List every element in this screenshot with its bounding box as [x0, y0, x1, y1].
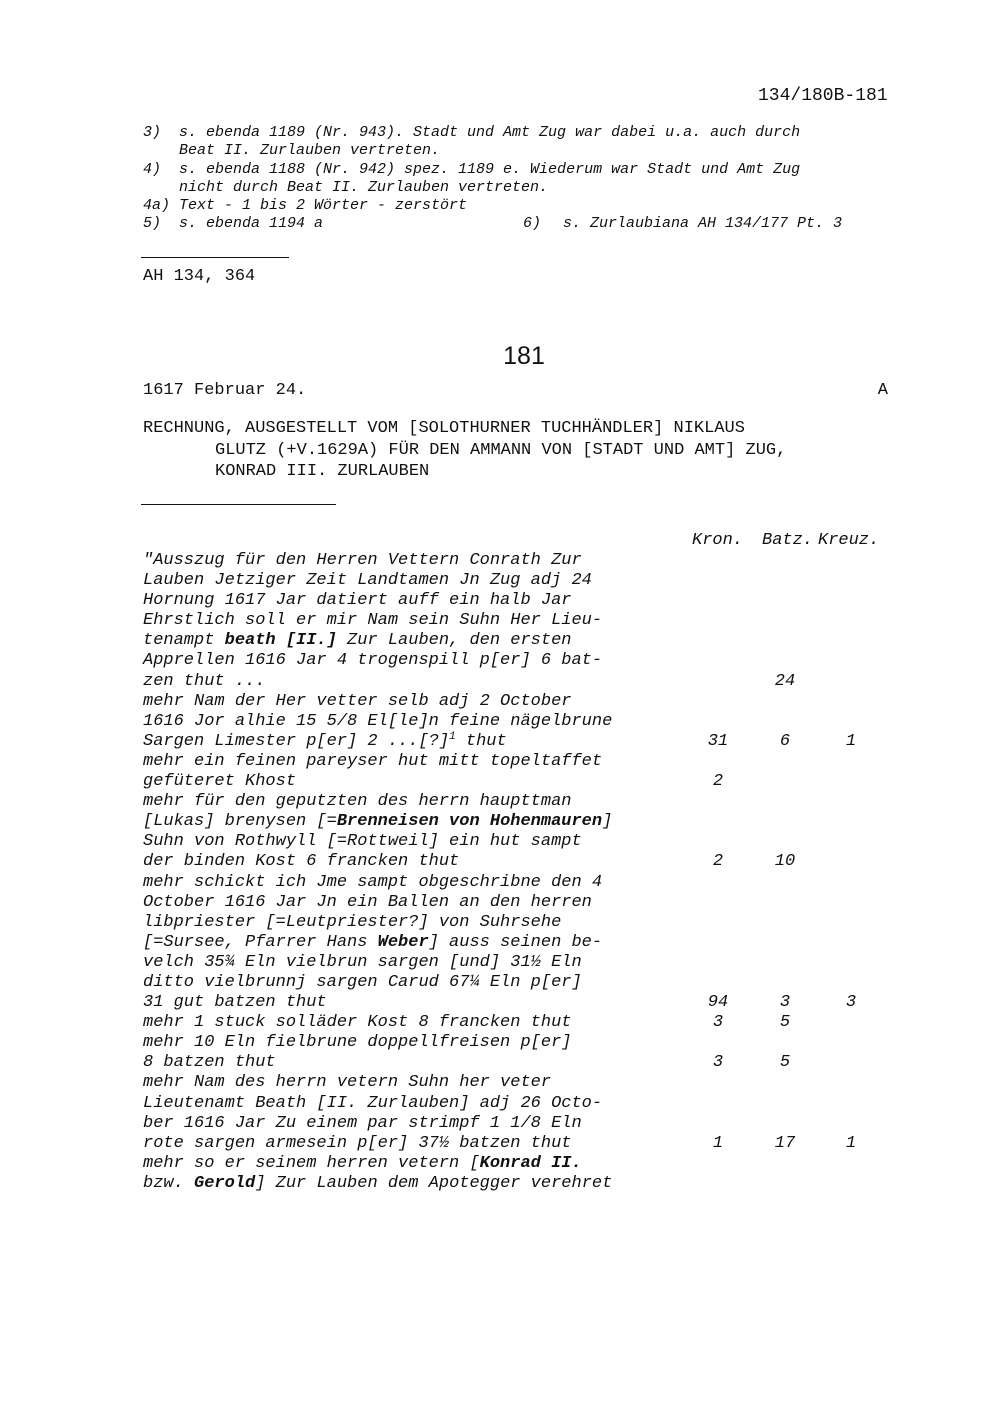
entry-row: [143, 712, 943, 732]
entry-text-part: Ehrstlich soll er mir Nam sein Suhn Her Lieu-: [143, 611, 603, 631]
emphasized-name: Weber: [377, 932, 429, 952]
entry-text-part: Zur Lauben, den ersten: [336, 631, 572, 651]
footnote-number: 4a): [143, 197, 171, 215]
entry-text: [143, 651, 602, 671]
entry-row: [143, 672, 943, 692]
entry-row: [143, 1053, 943, 1073]
entry-row: [143, 953, 943, 973]
column-header-batz: Batz.: [762, 531, 814, 550]
footnote-3: [143, 124, 903, 161]
document-title: [143, 418, 903, 483]
entry-text-part: 1616 Jor alhie 15 5/8 El[le]n feine nägelbrune: [143, 711, 613, 731]
date-line: [143, 381, 888, 400]
entry-row: [143, 651, 943, 671]
amount-kreuz: 1: [845, 1133, 857, 1153]
title-line: KONRAD III. ZURLAUBEN: [215, 462, 430, 481]
footnote-line: s. ebenda 1189 (Nr. 943). Stadt und Amt Zug war dabei u.a. auch durch: [179, 124, 801, 141]
entry-text: [143, 1013, 571, 1033]
entry-row: [143, 1073, 943, 1093]
entry-text-part: 8 batzen thut: [143, 1053, 276, 1073]
entry-row: [143, 551, 943, 571]
entry-text-part: ] Zur Lauben dem Apotegger verehret: [255, 1173, 613, 1193]
footnote-5: [143, 215, 523, 233]
footnote-line: s. ebenda 1194 a: [179, 215, 324, 233]
entry-text: [143, 571, 592, 591]
entry-text: [143, 692, 571, 712]
entry-text: [143, 1073, 551, 1093]
amount-batz: 5: [779, 1053, 791, 1073]
entry-text: [143, 672, 265, 692]
entry-text-part: Lauben Jetziger Zeit Landtamen Jn Zug adj 24: [143, 571, 592, 591]
entry-text-part: bzw.: [143, 1173, 195, 1193]
entry-text-part: mehr ein feinen pareyser hut mitt topeltaffet: [143, 751, 603, 771]
entry-text-part: rote sargen armesein p[er] 37½ batzen thut: [143, 1133, 572, 1153]
entry-text: [143, 551, 582, 571]
entry-text-part: ber 1616 Jar Zu einem par strimpf 1 1/8 Eln: [143, 1113, 582, 1133]
footnote-4: [143, 161, 903, 198]
entry-text-part: libpriester [=Leutpriester?] von Suhrsehe: [143, 912, 562, 932]
footnote-line: Text - 1 bis 2 Wörter - zerstört: [179, 197, 468, 215]
entry-row: [143, 631, 943, 651]
entry-row: [143, 611, 943, 631]
amount-batz: 24: [774, 671, 796, 691]
entry-row: [143, 973, 943, 993]
entry-row: [143, 1174, 943, 1194]
entry-text: [143, 812, 612, 832]
footnote-number: 3): [143, 124, 162, 141]
page-reference: 134/180B-181: [758, 86, 888, 106]
entry-text-part: Suhn von Rothwyll [=Rottweil] ein hut sampt: [143, 832, 582, 852]
entry-text-part: gefüteret Khost: [143, 772, 297, 792]
document-date: 1617 Februar 24.: [143, 381, 307, 400]
entry-text-part: mehr Nam des herrn vetern Suhn her veter: [143, 1073, 552, 1093]
amount-kron: 3: [712, 1013, 724, 1033]
entry-row: [143, 993, 943, 1013]
amount-kron: 94: [707, 993, 729, 1013]
entry-text: [143, 752, 602, 772]
entry-row: [143, 792, 943, 812]
entry-text-part: mehr schickt ich Jme sampt obgeschribne den 4: [143, 872, 603, 892]
footnote-number: 5): [143, 215, 162, 233]
footnote-line: nicht durch Beat II. Zurlauben vertreten.: [179, 178, 549, 196]
entry-row: [143, 933, 943, 953]
entry-text-part: mehr für den geputzten des herrn haupttman: [143, 792, 572, 812]
footnote-line: s. Zurlaubiana AH 134/177 Pt. 3: [563, 215, 843, 233]
amount-kron: 2: [712, 852, 724, 872]
entry-text: [143, 732, 507, 752]
entry-text-part: Lieutenamt Beath [II. Zurlauben] adj 26 Octo-: [143, 1093, 603, 1113]
entry-row: [143, 752, 943, 772]
entry-row: [143, 1094, 943, 1114]
amount-batz: 5: [779, 1013, 791, 1033]
entry-text-part: ]: [602, 812, 613, 832]
entry-text-part: mehr so er seinem herren vetern [: [143, 1153, 480, 1173]
entry-row: [143, 1154, 943, 1174]
entry-row: [143, 913, 943, 933]
emphasized-name: Gerold: [194, 1173, 256, 1193]
entry-text: [143, 1053, 276, 1073]
entry-text: [143, 1094, 602, 1114]
entry-row: [143, 852, 943, 872]
amount-kreuz: 3: [845, 993, 857, 1013]
footnotes: [143, 124, 903, 234]
entry-row: [143, 571, 943, 591]
entry-text: [143, 953, 582, 973]
entry-row: [143, 692, 943, 712]
footnote-marker: 1: [449, 730, 456, 743]
entry-row: [143, 1033, 943, 1053]
footnote-4a: [143, 197, 903, 215]
entry-text: [143, 913, 561, 933]
footnote-number: 4): [143, 160, 162, 178]
document-number: 181: [503, 342, 545, 370]
emphasized-name: Konrad II.: [479, 1153, 582, 1173]
entry-text: [143, 792, 571, 812]
title-line: GLUTZ (+V.1629A) FÜR DEN AMMANN VON [STADT UND AMT] ZUG,: [215, 440, 787, 460]
entry-text: [143, 873, 602, 893]
entry-text-part: Hornung 1617 Jar datiert auff ein halb Jar: [143, 591, 572, 611]
entry-text-part: ditto vielbrunnj sargen Carud 67¼ Eln p[er]: [143, 972, 582, 992]
entry-text-part: velch 35¾ Eln vielbrun sargen [und] 31½ Eln: [143, 952, 582, 972]
column-header-kron: Kron.: [692, 531, 744, 550]
amount-kron: 3: [712, 1053, 724, 1073]
entry-text-part: mehr 10 Eln fielbrune doppellfreisen p[er]: [143, 1033, 572, 1053]
amount-kron: 31: [707, 731, 729, 751]
entry-text-part: mehr Nam der Her vetter selb adj 2 October: [143, 691, 572, 711]
entry-text: [143, 772, 296, 792]
entry-text: [143, 712, 612, 732]
entry-text-part: October 1616 Jar Jn ein Ballen an den herren: [143, 892, 592, 912]
footnote-line: s. ebenda 1188 (Nr. 942) spez. 1189 e. Wiederum war Stadt und Amt Zug: [179, 160, 801, 178]
entry-text: [143, 631, 571, 651]
entry-text: [143, 1114, 582, 1134]
entry-row: [143, 873, 943, 893]
entry-text-part: [Lukas] brenysen [=: [143, 812, 337, 832]
amount-kron: 2: [712, 772, 724, 792]
entry-text: [143, 611, 602, 631]
entry-text-part: zen thut ...: [143, 671, 266, 691]
divider: [141, 504, 336, 505]
entry-text: [143, 893, 592, 913]
title-line: RECHNUNG, AUSGESTELLT VOM [SOLOTHURNER TUCHHÄNDLER] NIKLAUS: [143, 419, 745, 438]
entry-text: [143, 591, 571, 611]
footnote-number: 6): [523, 215, 542, 233]
entry-text: [143, 1174, 612, 1194]
amount-kron: 1: [712, 1133, 724, 1153]
footnote-6: [523, 215, 903, 233]
entry-text: [143, 933, 602, 953]
entry-text-part: 31 gut batzen thut: [143, 993, 327, 1013]
column-header-kreuz: Kreuz.: [818, 531, 880, 550]
entry-text-part: ] auss seinen be-: [428, 932, 603, 952]
entry-row: [143, 1013, 943, 1033]
entry-text: [143, 852, 459, 872]
amount-batz: 10: [774, 852, 796, 872]
entry-row: [143, 832, 943, 852]
entry-row: [143, 1114, 943, 1134]
entry-row: [143, 772, 943, 792]
entry-text-part: Apprellen 1616 Jar 4 trogenspill p[er] 6 bat-: [143, 651, 603, 671]
entry-text: [143, 1134, 571, 1154]
entry-row: [143, 812, 943, 832]
entry-row: [143, 591, 943, 611]
amount-kreuz: 1: [845, 731, 857, 751]
entry-text-part: "Ausszug für den Herren Vettern Conrath Zur: [143, 551, 582, 570]
entry-text-part: thut: [455, 731, 507, 751]
entry-row: [143, 732, 943, 752]
entry-text-part: der binden Kost 6 francken thut: [143, 852, 460, 872]
entry-text-part: [=Sursee, Pfarrer Hans: [143, 932, 378, 952]
entry-text: [143, 1033, 571, 1053]
entry-text-part: mehr 1 stuck solläder Kost 8 francken thut: [143, 1013, 572, 1033]
entry-text-part: Sargen Limester p[er] 2 ...[?]: [143, 731, 450, 751]
entry-text: [143, 973, 582, 993]
entry-row: [143, 1134, 943, 1154]
emphasized-name: beath [II.]: [224, 631, 337, 651]
entry-row: [143, 893, 943, 913]
amount-batz: 3: [779, 993, 791, 1013]
footnote-line: Beat II. Zurlauben vertreten.: [179, 142, 441, 160]
divider: [141, 257, 289, 258]
footnote-pair: [143, 215, 903, 233]
entry-text: [143, 1154, 582, 1174]
amount-batz: 17: [774, 1133, 796, 1153]
account-entries: [143, 551, 943, 1194]
amount-batz: 6: [779, 731, 791, 751]
entry-text-part: tenampt: [143, 631, 225, 651]
archive-reference: AH 134, 364: [143, 267, 256, 286]
emphasized-name: Brenneisen von Hohenmauren: [336, 812, 603, 832]
entry-text: [143, 993, 327, 1013]
entry-text: [143, 832, 582, 852]
document-letter: A: [877, 381, 888, 400]
